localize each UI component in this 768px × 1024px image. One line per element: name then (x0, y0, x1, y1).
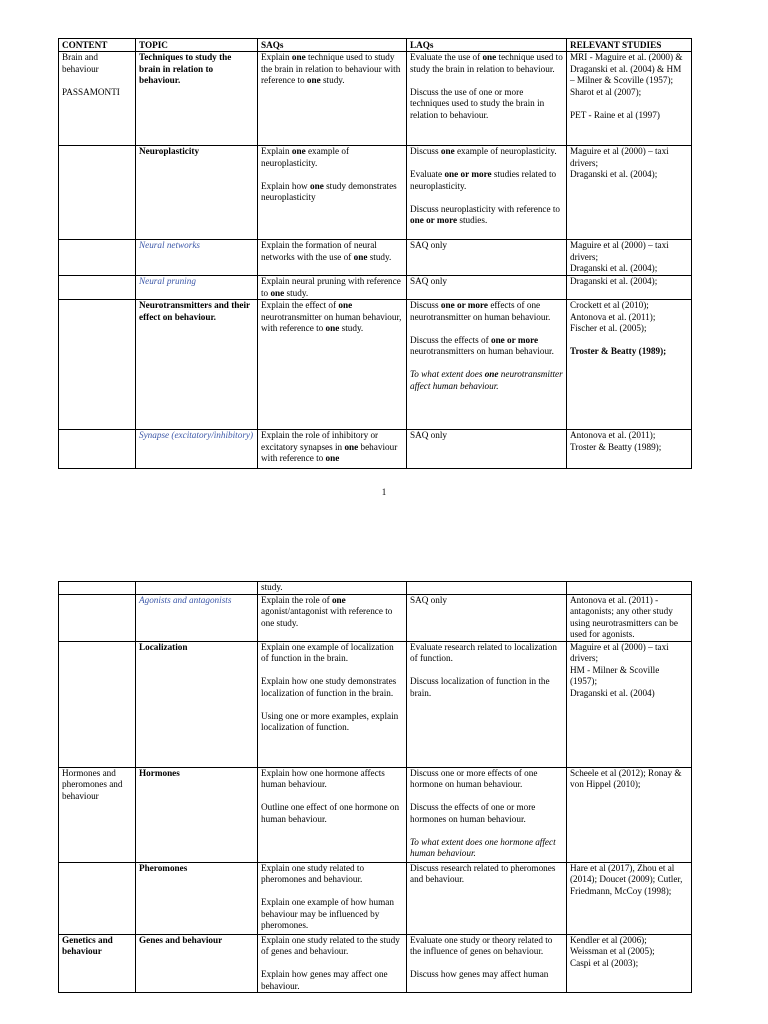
cell-text: one (291, 146, 306, 156)
cell-paragraph (410, 323, 563, 335)
cell-text: Discuss localization of function in the brain. (410, 676, 550, 698)
cell-paragraph (410, 958, 563, 970)
cell-paragraph (62, 768, 132, 803)
cell-paragraph (139, 863, 254, 875)
cell-paragraph (62, 75, 132, 87)
cell-text: Neural networks (139, 240, 200, 250)
cell-text: Evaluate one study or theory related to the influence of genes on behaviour. (410, 934, 553, 956)
cell-text: Hormones (139, 767, 180, 778)
cell-laqs (407, 300, 567, 430)
cell-paragraph (570, 768, 688, 791)
cell-studies (567, 582, 692, 595)
cell-topic (136, 430, 258, 469)
cell-paragraph (62, 52, 132, 75)
cell-paragraph (410, 75, 563, 87)
cell-text: study. (367, 251, 392, 262)
cell-content (59, 582, 136, 595)
cell-paragraph (410, 642, 563, 665)
cell-topic (136, 240, 258, 276)
cell-text: Discuss the effects of one or more hormones on human behaviour. (410, 802, 536, 824)
cell-saqs (258, 240, 407, 276)
cell-paragraph (410, 358, 563, 370)
cell-topic (136, 594, 258, 641)
cell-text: study. (320, 75, 345, 85)
cell-text: To what extent does one hormone affect human behaviour. (410, 836, 556, 858)
cell-studies (567, 300, 692, 430)
cell-paragraph (261, 169, 403, 181)
cell-text: one (344, 441, 359, 452)
cell-text: one (338, 300, 353, 310)
cell-text: one (291, 52, 306, 62)
cell-text: one or more (490, 334, 539, 345)
cell-text: one or more (440, 300, 489, 310)
cell-text: Troster & Beatty (1989); (570, 441, 662, 452)
cell-paragraph (261, 897, 403, 932)
cell-text: Explain neural pruning with reference to (261, 276, 401, 298)
cell-text: Techniques to study the brain in relation to behaviour. (139, 52, 232, 85)
header-topic: TOPIC (136, 39, 258, 52)
cell-text: Explain how one hormone affects human behaviour. (261, 767, 385, 789)
cell-paragraph (410, 802, 563, 825)
cell-paragraph (570, 300, 688, 312)
cell-text: Synapse (excitatory/inhibitory) (139, 430, 254, 440)
cell-paragraph (261, 276, 403, 299)
cell-studies (567, 146, 692, 240)
cell-paragraph (261, 676, 403, 699)
cell-text: MRI - Maguire et al. (2000) & Draganski et al. (2004) & HM – Milner & Scoville (1957); Sharot et al (2007); (570, 52, 683, 97)
cell-paragraph (410, 169, 563, 192)
cell-text: Genes and behaviour (139, 934, 223, 945)
cell-text: one (306, 75, 321, 85)
cell-paragraph (261, 181, 403, 204)
cell-paragraph (410, 300, 563, 323)
cell-paragraph (139, 768, 254, 780)
cell-paragraph (261, 802, 403, 825)
cell-topic (136, 52, 258, 146)
cell-topic (136, 934, 258, 993)
cell-paragraph (570, 346, 688, 358)
cell-text: Explain the formation of neural networks with the use of (261, 240, 377, 262)
cell-text: one (325, 453, 340, 463)
table-row (59, 582, 692, 595)
cell-studies (567, 641, 692, 767)
cell-text: Discuss one or more effects of one hormone on human behaviour. (410, 767, 538, 789)
cell-paragraph (139, 595, 254, 607)
cell-content (59, 767, 136, 862)
cell-paragraph (410, 935, 563, 958)
cell-text: Evaluate research related to localization of function. (410, 641, 557, 663)
table-row (59, 146, 692, 240)
cell-paragraph (570, 958, 688, 970)
cell-saqs (258, 146, 407, 240)
cell-content (59, 430, 136, 469)
cell-text: technique used to study the brain in relation to behaviour with reference to (261, 52, 401, 85)
cell-text: one (482, 52, 497, 62)
cell-content (59, 300, 136, 430)
cell-text: Localization (139, 641, 188, 652)
cell-paragraph (570, 430, 688, 442)
cell-paragraph (570, 642, 688, 665)
cell-text: SAQ only (410, 430, 448, 440)
table-row (59, 934, 692, 993)
cell-text: Agonists and antagonists (139, 594, 232, 605)
cell-paragraph (570, 240, 688, 263)
cell-studies (567, 862, 692, 934)
cell-paragraph (139, 935, 254, 947)
cell-paragraph (261, 863, 403, 886)
cell-paragraph (139, 300, 254, 323)
cell-text: technique used to study the brain in relation to behaviour. (410, 52, 563, 74)
cell-text: Discuss the effects of (410, 334, 491, 345)
cell-paragraph (570, 52, 688, 98)
cell-paragraph (261, 791, 403, 803)
cell-paragraph (570, 110, 688, 122)
cell-text: Neurotransmitters and their effect on behaviour. (139, 300, 250, 322)
table-row (59, 300, 692, 430)
cell-text: Outline one effect of one hormone on human behaviour. (261, 802, 400, 824)
syllabus-table-page-1 (58, 38, 692, 469)
header-laqs: LAQs (407, 39, 567, 52)
cell-paragraph (62, 87, 132, 99)
cell-content (59, 52, 136, 146)
table-row (59, 276, 692, 300)
cell-text: one (270, 287, 285, 298)
cell-paragraph (62, 935, 132, 958)
cell-saqs (258, 276, 407, 300)
table-row (59, 430, 692, 469)
cell-laqs (407, 641, 567, 767)
cell-text: study. (284, 287, 309, 298)
cell-text: Neuroplasticity (139, 146, 200, 156)
cell-text: Crockett et al (2010); (570, 300, 649, 310)
cell-text: Antonova et al. (2011); (570, 311, 656, 322)
cell-paragraph (570, 98, 688, 110)
cell-paragraph (139, 146, 254, 158)
cell-saqs (258, 594, 407, 641)
cell-text: Neural pruning (139, 276, 196, 286)
cell-text: Discuss research related to pheromones and behaviour. (410, 862, 556, 884)
cell-paragraph (410, 768, 563, 791)
cell-paragraph (410, 52, 563, 75)
cell-paragraph (410, 192, 563, 204)
cell-text: one (331, 594, 346, 605)
cell-text: behaviour with reference to (261, 441, 398, 463)
cell-topic (136, 276, 258, 300)
cell-paragraph (261, 300, 403, 335)
cell-paragraph (261, 665, 403, 677)
cell-topic (136, 862, 258, 934)
cell-text: Brain and behaviour (62, 52, 99, 74)
cell-paragraph (261, 642, 403, 665)
cell-text: Explain how one study demonstrates localization of function in the brain. (261, 676, 397, 698)
cell-paragraph (570, 312, 688, 324)
cell-text: Discuss (410, 146, 441, 156)
cell-text: Explain how genes may affect one behaviour. (261, 969, 388, 991)
cell-paragraph (261, 595, 403, 630)
cell-text: study demonstrates neuroplasticity (261, 180, 397, 202)
cell-text: one or more (444, 169, 492, 179)
cell-paragraph (570, 595, 688, 641)
cell-paragraph (261, 52, 403, 87)
cell-text: Hare et al (2017), Zhou et al (2014); Doucet (2009); Cutler, Friedmann, McCoy (1998); (570, 862, 683, 896)
cell-paragraph (410, 863, 563, 886)
cell-paragraph (261, 935, 403, 958)
cell-paragraph (570, 665, 688, 688)
cell-text: Pheromones (139, 862, 188, 873)
cell-paragraph (410, 791, 563, 803)
cell-laqs (407, 767, 567, 862)
cell-laqs (407, 240, 567, 276)
cell-text: one (440, 146, 455, 156)
syllabus-table-page-2 (58, 581, 692, 993)
cell-text: neurotransmitter on human behaviour, with reference to (261, 311, 402, 333)
cell-topic (136, 300, 258, 430)
cell-paragraph (261, 582, 403, 594)
cell-text: Weissman et al (2005); (570, 946, 655, 956)
cell-text: Discuss the use of one or more techniques used to study the brain in relation to behaviour. (410, 86, 545, 120)
cell-paragraph (410, 276, 563, 288)
cell-text: Explain one study related to pheromones and behaviour. (261, 862, 365, 884)
cell-paragraph (410, 595, 563, 607)
cell-laqs (407, 276, 567, 300)
cell-paragraph (570, 323, 688, 335)
cell-saqs (258, 300, 407, 430)
cell-text: neurotransmitters on human behaviour. (410, 346, 554, 356)
cell-saqs (258, 862, 407, 934)
cell-text: Discuss (410, 300, 441, 310)
cell-text: Maguire et al (2000) – taxi drivers; (570, 240, 669, 262)
cell-text: Explain one study related to the study of genes and behaviour. (261, 934, 400, 956)
cell-paragraph (261, 886, 403, 898)
cell-text: Explain the role of (261, 594, 332, 605)
cell-text: Genetics and behaviour (62, 934, 113, 956)
cell-text: example of neuroplasticity. (454, 146, 557, 156)
cell-text: Draganski et al. (2004); (570, 276, 658, 286)
cell-text: Maguire et al (2000) – taxi drivers; (570, 146, 669, 168)
cell-content (59, 862, 136, 934)
cell-studies (567, 240, 692, 276)
cell-paragraph (261, 430, 403, 465)
cell-text: Explain the role of inhibitory or excitatory synapses in (261, 430, 379, 452)
cell-content (59, 594, 136, 641)
cell-studies (567, 276, 692, 300)
cell-saqs (258, 767, 407, 862)
cell-paragraph (410, 837, 563, 860)
cell-text: Troster & Beatty (1989); (570, 346, 667, 356)
cell-topic (136, 582, 258, 595)
cell-paragraph (570, 935, 688, 947)
cell-text: Explain (261, 146, 292, 156)
cell-paragraph (261, 958, 403, 970)
table-row (59, 52, 692, 146)
cell-text: one or more (410, 215, 458, 225)
cell-paragraph (410, 87, 563, 122)
cell-text: Evaluate the use of (410, 52, 483, 62)
cell-paragraph (261, 240, 403, 263)
cell-paragraph (139, 240, 254, 252)
cell-text: Explain the effect of (261, 300, 339, 310)
cell-paragraph (410, 676, 563, 699)
cell-text: Explain (261, 52, 292, 62)
cell-paragraph (261, 969, 403, 992)
cell-text: Explain one example of how human behaviour may be influenced by pheromones. (261, 897, 394, 930)
cell-text: study. (261, 582, 283, 592)
cell-text: Draganski et al. (2004); (570, 263, 658, 273)
cell-text: SAQ only (410, 594, 448, 605)
cell-text: one (310, 180, 324, 191)
cell-studies (567, 594, 692, 641)
cell-paragraph (139, 52, 254, 87)
table-row (59, 767, 692, 862)
cell-topic (136, 767, 258, 862)
cell-text: effects of one neurotransmitter on human behaviour. (410, 300, 551, 322)
cell-text: Using one or more examples, explain localization of function. (261, 710, 399, 732)
cell-text: one (325, 323, 340, 333)
cell-text: SAQ only (410, 276, 448, 286)
cell-saqs (258, 52, 407, 146)
cell-text: Kendler et al (2006); (570, 934, 647, 945)
cell-paragraph (410, 825, 563, 837)
cell-text: Discuss how genes may affect human (410, 969, 549, 979)
cell-laqs (407, 862, 567, 934)
cell-text: study. (339, 323, 364, 333)
cell-paragraph (570, 335, 688, 347)
cell-laqs (407, 594, 567, 641)
cell-text: Explain one example of localization of function in the brain. (261, 641, 394, 663)
cell-text: PASSAMONTI (62, 86, 120, 97)
cell-text: PET - Raine et al (1997) (570, 109, 660, 120)
cell-paragraph (410, 204, 563, 227)
cell-paragraph (570, 442, 688, 454)
cell-text: To what extent does (410, 369, 485, 379)
cell-saqs (258, 430, 407, 469)
cell-paragraph (570, 263, 688, 275)
cell-text: HM - Milner & Scoville (1957); (570, 664, 660, 686)
table-header-row (59, 39, 692, 52)
cell-laqs (407, 430, 567, 469)
header-relevant-studies: RELEVANT STUDIES (567, 39, 692, 52)
cell-paragraph (570, 946, 688, 958)
cell-text: Discuss neuroplasticity with reference to (410, 203, 561, 214)
cell-saqs (258, 641, 407, 767)
cell-text: Caspi et al (2003); (570, 957, 639, 968)
cell-paragraph (410, 430, 563, 442)
cell-paragraph (570, 146, 688, 169)
cell-content (59, 276, 136, 300)
cell-text: Draganski et al. (2004); (570, 169, 658, 179)
cell-text: example of neuroplasticity. (261, 146, 350, 168)
header-content: CONTENT (59, 39, 136, 52)
cell-content (59, 240, 136, 276)
cell-paragraph (410, 240, 563, 252)
header-saqs: SAQs (258, 39, 407, 52)
cell-content (59, 641, 136, 767)
cell-paragraph (410, 146, 563, 158)
cell-text: Explain how (261, 180, 310, 191)
cell-paragraph (139, 276, 254, 288)
cell-text: Maguire et al (2000) – taxi drivers; (570, 641, 669, 663)
cell-paragraph (410, 158, 563, 170)
cell-paragraph (261, 711, 403, 734)
cell-text: neurotransmitter affect human behaviour. (410, 369, 563, 391)
cell-text: agonist/antagonist with reference to one study. (261, 606, 393, 628)
cell-paragraph (570, 863, 688, 898)
cell-text: one (353, 251, 368, 262)
cell-studies (567, 934, 692, 993)
cell-paragraph (570, 688, 688, 700)
cell-saqs (258, 582, 407, 595)
cell-topic (136, 146, 258, 240)
cell-text: Fischer et al. (2005); (570, 323, 647, 333)
cell-text: studies. (457, 215, 488, 225)
cell-text: one (484, 369, 499, 379)
table-row (59, 641, 692, 767)
cell-text: Evaluate (410, 169, 445, 179)
cell-paragraph (139, 430, 254, 442)
cell-laqs (407, 582, 567, 595)
cell-text: Draganski et al. (2004) (570, 687, 655, 698)
cell-studies (567, 767, 692, 862)
cell-paragraph (570, 169, 688, 181)
cell-paragraph (261, 768, 403, 791)
cell-text: Hormones and pheromones and behaviour (62, 767, 123, 801)
cell-laqs (407, 52, 567, 146)
cell-content (59, 934, 136, 993)
cell-paragraph (410, 969, 563, 981)
cell-paragraph (570, 276, 688, 288)
table-row (59, 240, 692, 276)
cell-text: studies related to neuroplasticity. (410, 169, 557, 191)
cell-studies (567, 52, 692, 146)
page-number: 1 (381, 487, 387, 497)
table-row (59, 594, 692, 641)
cell-text: Antonova et al. (2011) - antagonists; any other study using neurotrasmitters can be used for agonists. (570, 594, 678, 639)
cell-paragraph (261, 699, 403, 711)
cell-text: Antonova et al. (2011); (570, 430, 656, 440)
cell-paragraph (261, 146, 403, 169)
cell-text: SAQ only (410, 240, 448, 250)
cell-laqs (407, 934, 567, 993)
cell-paragraph (410, 335, 563, 358)
cell-studies (567, 430, 692, 469)
cell-laqs (407, 146, 567, 240)
cell-paragraph (410, 369, 563, 392)
cell-paragraph (139, 642, 254, 654)
cell-content (59, 146, 136, 240)
cell-text: Scheele et al (2012); Ronay & von Hippel (2010); (570, 767, 682, 789)
cell-paragraph (410, 665, 563, 677)
cell-saqs (258, 934, 407, 993)
cell-topic (136, 641, 258, 767)
table-row (59, 862, 692, 934)
